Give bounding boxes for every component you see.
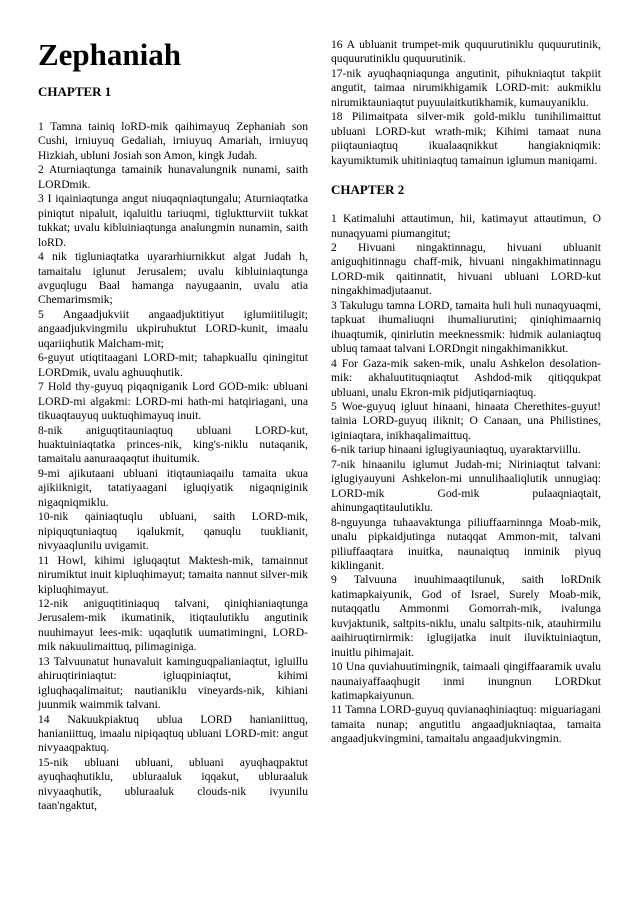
verse-2-1: 1 Katimaluhi attautimun, hii, katimayut attautimun, O nunaqyuami piumangitut;	[331, 212, 601, 240]
verse-2-2: 2 Hivuani ningaktinnagu, hivuani ubluanit aniguqhitinnagu chaff-mik, hivuani ningakhimatinnagu LORD-mik qaitinnatit, hivuani ubluani LORD-kut ningakhimadjutaanut.	[331, 240, 601, 298]
verse-2-4: 4 For Gaza-mik saken-mik, unalu Ashkelon desolation-mik: akhaluutituqniaqtut Ashdod-mik qitiqqukpat ubluani, unalu Ekron-mik pidjutiqarniaqtuq.	[331, 356, 601, 399]
verse-1-17: 17-nik ayuqhaqniaqunga angutinit, pihukniaqtut takpiit angutit, taimaa nirumikhigamik LORD-mit: aukmiklu nirumiktauniaqtut puyuulaitkutikhamik, kumauyaniklu.	[331, 66, 601, 109]
verse-1-4: 4 nik tigluniaqtatka uyararhiurnikkut algat Judah h, tamaitalu iglunut Jerusalem; uvalu kibluiniaqtunga avguqlugu Baal hamanga nayugaanin, uvalu atia Chemarimsmik;	[38, 250, 308, 307]
book-title: Zephaniah	[38, 37, 182, 72]
verse-1-7: 7 Hold thy-guyuq piqaqniganik Lord GOD-mik: ubluani LORD-mi algakmi: LORD-mi hath-mi hatqiriagani, una tikuaqtauyuq uuktuqhimayuq inuit.	[38, 380, 308, 423]
verse-2-11: 11 Tamna LORD-guyuq quvianaqhiniaqtuq: miguariagani tamaita nunap; angutitlu angaadjukniaqtaa, tamaita angaadjukvingmini, tamaitalu angaadjukvingmin.	[331, 703, 601, 746]
chapter-2-heading: CHAPTER 2	[331, 182, 405, 198]
verse-2-10: 10 Una quviahuutimingnik, taimaali qingiffaaramik uvalu naunaiyaffaaqhugit inmi inungnun LORDkut katimapkaiyunun.	[331, 660, 601, 703]
verse-1-5: 5 Angaadjukviit angaadjuktitiyut iglumiitilugit; angaadjukvingmilu ukpiruhuktut LORD-kunit, imaalu uqariiqhutik Malcham-mit;	[38, 307, 308, 350]
right-column	[331, 38, 601, 747]
verse-1-1: 1 Tamna tainiq loRD-mik qaihimayuq Zephaniah son Cushi, irniuyuq Gedaliah, irniuyuq Amariah, irniuyuq Hizkiah, ubluni Josiah son Amon, kingk Judah.	[38, 120, 308, 162]
verse-1-12: 12-nik aniguqtitiniaquq talvani, qiniqhianiaqtunga Jerusalem-mik ikumatinik, itiqtaulutiklu angutinik nuuhimayut lees-mik: uqaqlutik uumatimingni, LORD-mik nakuulimaittuq, pilimaginiga.	[38, 596, 308, 654]
verse-1-10: 10-nik qainiaqtuqlu ubluani, saith LORD-mik, nipiquqtuniaqtuq iqalukmit, qanuqlu tuuklianit, nivyaaqlunilu uvigamit.	[38, 510, 308, 553]
verse-2-9: 9 Talvuuna inuuhimaaqtilunuk, saith loRDnik katimapkaiyunik, God of Israel, Surely Moab-mik, nutaqqatlu Ammonmi Gomorrah-mik, ivalunga kuvjaktunik, saltpits-niklu, unalu saltpits-nik, atauhirmilu aaihiruqtirnirmik: iglugijatka inuit iluviktuiniaqtun, inuitlu pihimajait.	[331, 573, 601, 659]
verse-1-13: 13 Talvuunatut hunavaluit kaminguqpalianiaqtut, igluillu ahiruqtiriniaqtut: igluqpiniaqtut, kihimi igluqhaqalimaitut; nautianiklu vineyards-nik, kihiani juunmik waimmik talvani.	[38, 654, 308, 712]
verse-2-6: 6-nik tariup hinaani iglugiyauniaqtuq, uyaraktarviillu.	[331, 443, 581, 457]
spacer	[38, 110, 308, 120]
verse-1-9: 9-mi ajikutaani ubluani itiqtauniaqailu tamaita ukua ajikiiknigit, tatatiyaagani igluqiyatik nigaqniginik nigaqniqmiklu.	[38, 466, 308, 509]
verse-1-14: 14 Nakuukpiaktuq ublua LORD hanianiittuq, hanianiittuq, imaalu nipiqaqtuq ubluani LORD-mit: angut nivyaaqpaktuq.	[38, 712, 308, 755]
verse-2-5: 5 Woe-guyuq igluut hinaani, hinaata Cherethites-guyut! tainia LORD-guyuq iliknit; O Canaan, una Philistines, iginiaqtara, inikhaqalimaittuq.	[331, 399, 601, 442]
verse-1-16: 16 A ubluanit trumpet-mik ququurutiniklu ququurutinik, ququurutiniklu ququurutinik.	[331, 38, 601, 66]
verse-1-3: 3 I iqainiaqtunga angut niuqaqniaqtungalu; Aturniaqtatka piniqtut nipaluit, iqaluitlu tariuqmi, tigluktturviit tukkat tukkat; uvalu kibluiniaqtunga analungmin nunamin, saith loRD.	[38, 192, 308, 249]
verse-2-3: 3 Takulugu tamna LORD, tamaita huli huli nunaqyuaqmi, tapkuat ihumaliuqni ihumaliurutini; qiniqhimaarniq ihuaqtumik, qinirlutin meeknessmik: hidmik aulaniaqtuq ubluq tamaat talvani LORDngit ningakhimanikkut.	[331, 298, 601, 356]
verse-2-8: 8-nguyunga tuhaavaktunga piliuffaarninnga Moab-mik, unalu pipkaidjutinga nutaqqat Ammon-mit, talvani piliuffaaqtara inuitka, naunaiqtuq inminik piyuq kiklinganit.	[331, 515, 601, 572]
spacer	[331, 168, 601, 182]
verse-1-11: 11 Howl, kihimi igluqaqtut Maktesh-mik, tamainnut nirumiktut inuit kipluqhimayut; tamaita nannut silver-mik kipluqhimayut.	[38, 553, 308, 596]
verse-2-7: 7-nik hinaanilu iglumut Judah-mi; Niriniaqtut talvani: iglugiyauyuni Ashkelon-mi unnulihaaliqlutik unnugiaq: LORD-mik God-mik pulaaqniaqtait, ahinungaqtitaulutiklu.	[331, 457, 601, 515]
verse-1-8: 8-nik aniguqtitauniaqtuq ubluani LORD-kut, huaktuiniaqtatka princes-nik, king's-niklu nutaqanik, tamaitalu aanuraaqaqtut ihuitumik.	[38, 423, 308, 466]
verse-1-15: 15-nik ubluani ubluani, ubluani ayuqhaqpaktut ayuqhaqhutiklu, ubluraaluk iqqakut, ubluraaluk nivyaaqhutik, ubluraaluk clouds-nik ivyunilu taan'ngaktut,	[38, 755, 308, 813]
chapter-1-heading: CHAPTER 1	[38, 84, 112, 99]
verse-1-18: 18 Pilimaitpata silver-mik gold-miklu tunihilimaittut ubluani LORD-kut wrath-mik; Kihimi tamaat nuna piiqtauniaqtuq ikualaaqnikkut hangiakniqmik: kayumiktumik uhitiniaqtuq tamainun iglumun maniqami.	[331, 110, 601, 167]
verse-1-6: 6-guyut utiqtitaagani LORD-mit; tahapkuallu qiningitut LORDmik, uvalu aghuuqhutik.	[38, 351, 308, 379]
left-column	[38, 38, 308, 814]
verse-1-2: 2 Aturniaqtunga tamainik hunavalungnik nunami, saith LORDmik.	[38, 163, 308, 191]
